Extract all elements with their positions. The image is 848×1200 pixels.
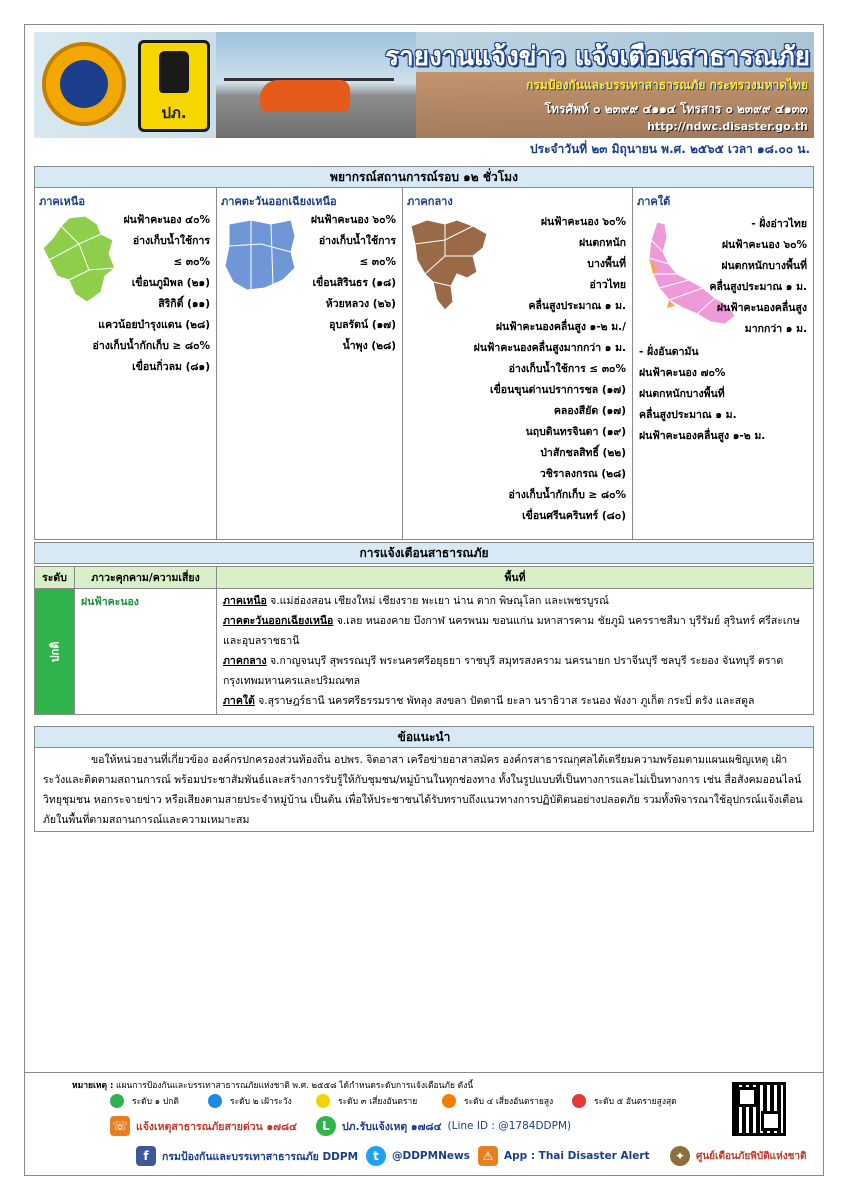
col-area-header: พื้นที่: [217, 567, 814, 589]
region-northeast-name: ภาคตะวันออกเฉียงเหนือ: [221, 195, 337, 208]
level-5-dot-icon: [572, 1094, 586, 1108]
level-1-dot-icon: [110, 1094, 124, 1108]
warning-table-header: [35, 567, 814, 589]
warning-center: ✦ ศูนย์เตือนภัยพิบัติแห่งชาติ: [670, 1146, 807, 1166]
level-4-dot-icon: [442, 1094, 456, 1108]
hazard-cell: ฝนฟ้าคะนอง: [75, 589, 217, 715]
legend-item: ระดับ ๕ อันตรายสูงสุด: [572, 1094, 677, 1108]
south-andaman-forecast-lines: - ฝั่งอันดามัน ฝนฟ้าคะนอง ๗๐% ฝนตกหนักบางพื้นที่ คลื่นสูงประมาณ ๑ ม. ฝนฟ้าคะนองคลื่นสูง ๑-๒ ม.: [639, 346, 766, 442]
level-2-dot-icon: [208, 1094, 222, 1108]
twitter-icon: t: [366, 1146, 386, 1166]
col-level-header: ระดับ: [35, 567, 75, 589]
central-forecast-lines: ฝนฟ้าคะนอง ๖๐% ฝนตกหนัก บางพื้นที่ อ่าวไทย คลื่นสูงประมาณ ๑ ม. ฝนฟ้าคะนองคลื่นสูง ๑-๒ ม./ ฝนฟ้าคะนองคลื่นสูงมากกว่า ๑ ม. อ่างเก็บน้ำใช้การ ≤ ๓๐% เขื่อนขุนด่านปราการชล (๑๗) คลองสียัด (๑๗) นฤบดินทรจินดา (๑๙) ป่าสักชลสิทธิ์ (๒๒) วชิราลงกรณ (๒๘) อ่างเก็บน้ำกักเก็บ ≥ ๘๐% เขื่อนศรีนครินทร์ (๘๐): [473, 216, 626, 522]
region-northeast: [217, 188, 403, 539]
col-hazard-header: ภาวะคุกคาม/ความเสี่ยง: [75, 567, 217, 589]
region-central: [403, 188, 633, 539]
ministry-emblem-icon: [42, 42, 126, 126]
region-central-name: ภาคกลาง: [407, 195, 453, 208]
level-badge: [35, 589, 75, 715]
region-north-name: ภาคเหนือ: [39, 195, 85, 208]
contact-phone: โทรศัพท์ ๐ ๒๓๙๙ ๔๑๑๔ โทรสาร ๐ ๒๓๙๙ ๔๑๓๓: [544, 102, 808, 116]
level-label: ปกติ: [48, 641, 62, 662]
northeast-forecast-lines: ฝนฟ้าคะนอง ๖๐% อ่างเก็บน้ำใช้การ ≤ ๓๐% เขื่อนสิรินธร (๑๘) ห้วยหลวง (๒๖) อุบลรัตน์ (๑๗) น้ำพุง (๒๘): [310, 214, 396, 352]
north-forecast-lines: ฝนฟ้าคะนอง ๔๐% อ่างเก็บน้ำใช้การ ≤ ๓๐% เขื่อนภูมิพล (๒๑) สิริกิติ์ (๑๑) แควน้อยบำรุงแดน (๒๘) อ่างเก็บน้ำกักเก็บ ≥ ๘๐% เขื่อนกิ่วลม (๘๑): [92, 214, 210, 373]
phone-icon: ☏: [110, 1116, 130, 1136]
report-date: ประจำวันที่ ๒๓ มิถุนายน พ.ศ. ๒๕๖๕ เวลา ๑๘.๐๐ น.: [530, 142, 810, 156]
helicopter-icon: [260, 80, 350, 112]
legend-note: หมายเหตุ : แผนการป้องกันและบรรเทาสาธารณภัยแห่งชาติ พ.ศ. ๒๕๕๘ ได้กำหนดระดับการแจ้งเตือนภัย ดังนี้: [72, 1081, 474, 1091]
report-title: รายงานแจ้งข่าว แจ้งเตือนสาธารณภัย: [385, 42, 810, 72]
area-cell: [217, 589, 814, 715]
facebook-contact[interactable]: f กรมป้องกันและบรรเทาสาธารณภัย DDPM: [136, 1146, 358, 1166]
forecast-title: พยากรณ์สถานการณ์รอบ ๑๒ ชั่วโมง: [34, 166, 814, 188]
region-north: [35, 188, 217, 539]
area-north: ภาคเหนือ จ.แม่ฮ่องสอน เชียงใหม่ เชียงราย พะเยา น่าน ตาก พิษณุโลก และเพชรบูรณ์: [223, 595, 609, 607]
line-icon: L: [316, 1116, 336, 1136]
legend-item: ระดับ ๓ เสี่ยงอันตราย: [316, 1094, 417, 1108]
hotline-contact[interactable]: ☏ แจ้งเหตุสาธารณภัยสายด่วน ๑๗๘๔: [110, 1116, 297, 1136]
twitter-contact[interactable]: t @DDPMNews: [366, 1146, 470, 1166]
legend-item: ระดับ ๔ เสี่ยงอันตรายสูง: [442, 1094, 553, 1108]
table-row: [35, 589, 814, 715]
region-south: [633, 188, 813, 539]
app-icon: ⚠: [478, 1146, 498, 1166]
legend-item: ระดับ ๑ ปกติ: [110, 1094, 179, 1108]
website-link[interactable]: http://ndwc.disaster.go.th: [647, 120, 808, 133]
warning-table: [34, 566, 814, 715]
level-legend: [110, 1094, 677, 1110]
advice-title: ข้อแนะนำ: [34, 726, 814, 748]
area-south: ภาคใต้ จ.สุราษฎร์ธานี นครศรีธรรมราช พัทลุง สงขลา ปัตตานี ยะลา นราธิวาส ระนอง พังงา ภูเก็ต กระบี่ ตรัง และสตูล: [223, 695, 755, 707]
app-contact[interactable]: ⚠ App : Thai Disaster Alert: [478, 1146, 650, 1166]
south-gulf-forecast-lines: - ฝั่งอ่าวไทย ฝนฟ้าคะนอง ๖๐% ฝนตกหนักบางพื้นที่ คลื่นสูงประมาณ ๑ ม. ฝนฟ้าคะนองคลื่นสูง มากกว่า ๑ ม.: [709, 218, 807, 335]
ddpm-abbr: ปภ.: [161, 104, 187, 122]
forecast-grid: [34, 188, 814, 540]
hand-icon: [159, 51, 189, 93]
facebook-icon: f: [136, 1146, 156, 1166]
qr-code-icon[interactable]: [732, 1082, 786, 1136]
line-contact[interactable]: L ปภ.รับแจ้งเหตุ ๑๗๘๔ (Line ID : @1784DDPM): [316, 1116, 571, 1136]
ddpm-logo-icon: [138, 40, 210, 132]
department-name: กรมป้องกันและบรรเทาสาธารณภัย กระทรวงมหาดไทย: [526, 78, 808, 92]
warning-title: การแจ้งเตือนสาธารณภัย: [34, 542, 814, 564]
level-3-dot-icon: [316, 1094, 330, 1108]
region-south-name: ภาคใต้: [637, 195, 671, 208]
advice-text: ขอให้หน่วยงานที่เกี่ยวข้อง องค์กรปกครองส่วนท้องถิ่น อปพร. จิตอาสา เครือข่ายอาสาสมัคร องค์กรสาธารณกุศลได้เตรียมความพร้อมตามแผนเผชิญเหตุ เฝ้าระวังและติดตามสถานการณ์ พร้อมประชาสัมพันธ์และสร้างการรับรู้ให้กับชุมชน/หมู่บ้านในทุกช่องทาง ทั้งในรูปแบบที่เป็นทางการและไม่เป็นทางการ เช่น สื่อสังคมออนไลน์ วิทยุชุมชน หอกระจายข่าว หรือเสียงตามสายประจำหมู่บ้าน เป็นต้น เพื่อให้ประชาชนได้รับทราบถึงแนวทางการปฏิบัติตนอย่างปลอดภัย รวมทั้งพิจารณาใช้อุปกรณ์แจ้งเตือนภัยในพื้นที่ตามสถานการณ์และความเหมาะสม: [34, 748, 814, 832]
northeast-map-icon: [221, 216, 299, 296]
legend-item: ระดับ ๒ เฝ้าระวัง: [208, 1094, 292, 1108]
footer-divider: [24, 1072, 824, 1073]
center-emblem-icon: ✦: [670, 1146, 690, 1166]
area-central: ภาคกลาง จ.กาญจนบุรี สุพรรณบุรี พระนครศรีอยุธยา ราชบุรี สมุทรสงคราม นครนายก ปราจีนบุรี ชลบุรี ระยอง จันทบุรี ตราด กรุงเทพมหานครและปริมณฑล: [223, 655, 784, 687]
header-banner: [34, 32, 814, 138]
area-northeast: ภาคตะวันออกเฉียงเหนือ จ.เลย หนองคาย บึงกาฬ นครพนม ขอนแก่น มหาสารคาม ชัยภูมิ นครราชสีมา บุรีรัมย์ สุรินทร์ ศรีสะเกษ และอุบลราชธานี: [223, 615, 800, 647]
